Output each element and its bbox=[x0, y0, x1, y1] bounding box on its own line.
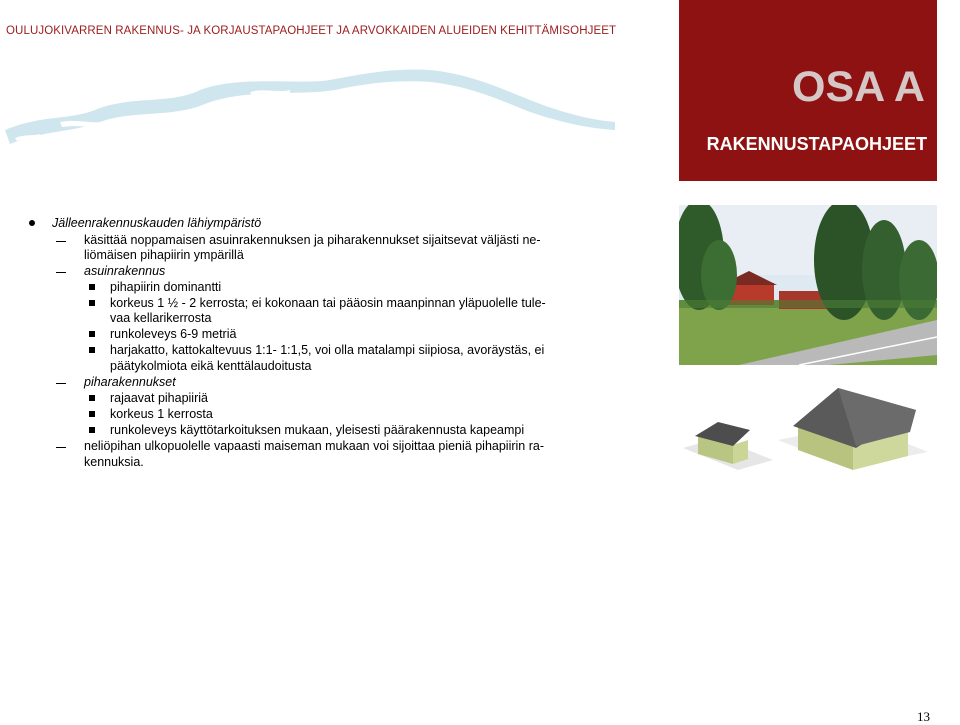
bullet-dot-icon bbox=[29, 220, 35, 226]
village-street-photo bbox=[679, 205, 937, 365]
river-map-graphic bbox=[0, 60, 620, 155]
part-label: OSA A bbox=[792, 63, 925, 111]
text-line: korkeus 1 ½ - 2 kerrosta; ei kokonaan tai pääosin maanpinnan yläpuolelle tule- bbox=[110, 296, 546, 310]
dash-icon bbox=[56, 447, 66, 448]
square-bullet-icon bbox=[89, 395, 95, 401]
square-bullet-icon bbox=[89, 284, 95, 290]
text-line: liömäisen pihapiirin ympärillä bbox=[84, 248, 244, 262]
text-line: pihapiirin dominantti bbox=[110, 280, 222, 294]
text-line: vaa kellarikerrosta bbox=[110, 311, 212, 325]
subheading: piharakennukset bbox=[84, 375, 176, 389]
section-subtitle: RAKENNUSTAPAOHJEET bbox=[706, 134, 927, 154]
square-bullet-icon bbox=[89, 411, 95, 417]
text-line: päätykolmiota eikä kenttälaudoitusta bbox=[110, 359, 312, 373]
document-header-title: OULUJOKIVARREN RAKENNUS- JA KORJAUSTAPAOHJEET JA ARVOKKAIDEN ALUEIDEN KEHITTÄMISOHJEET bbox=[6, 25, 617, 37]
text-line: korkeus 1 kerrosta bbox=[110, 407, 213, 421]
square-bullet-icon bbox=[89, 331, 95, 337]
page-number: 13 bbox=[917, 709, 930, 724]
subheading: asuinrakennus bbox=[84, 264, 166, 278]
text-line: runkoleveys käyttötarkoituksen mukaan, yleisesti päärakennusta kapeampi bbox=[110, 423, 525, 437]
list-heading: Jälleenrakennuskauden lähiympäristö bbox=[52, 216, 262, 230]
house-models-illustration bbox=[678, 380, 938, 470]
text-line: käsittää noppamaisen asuinrakennuksen ja piharakennukset sijaitsevat väljästi ne- bbox=[84, 233, 541, 247]
section-label-block bbox=[679, 0, 937, 181]
dash-icon bbox=[56, 241, 66, 242]
square-bullet-icon bbox=[89, 300, 95, 306]
square-bullet-icon bbox=[89, 427, 95, 433]
text-line: harjakatto, kattokaltevuus 1:1- 1:1,5, voi olla matalampi siipiosa, avoräystäs, ei bbox=[110, 343, 545, 357]
text-line: neliöpihan ulkopuolelle vapaasti maiseman mukaan voi sijoittaa pieniä pihapiirin ra- bbox=[84, 439, 544, 453]
dash-icon bbox=[56, 272, 66, 273]
square-bullet-icon bbox=[89, 347, 95, 353]
text-line: rajaavat pihapiiriä bbox=[110, 391, 208, 405]
text-line: runkoleveys 6-9 metriä bbox=[110, 327, 237, 341]
dash-icon bbox=[56, 383, 66, 384]
text-line: kennuksia. bbox=[84, 455, 144, 469]
